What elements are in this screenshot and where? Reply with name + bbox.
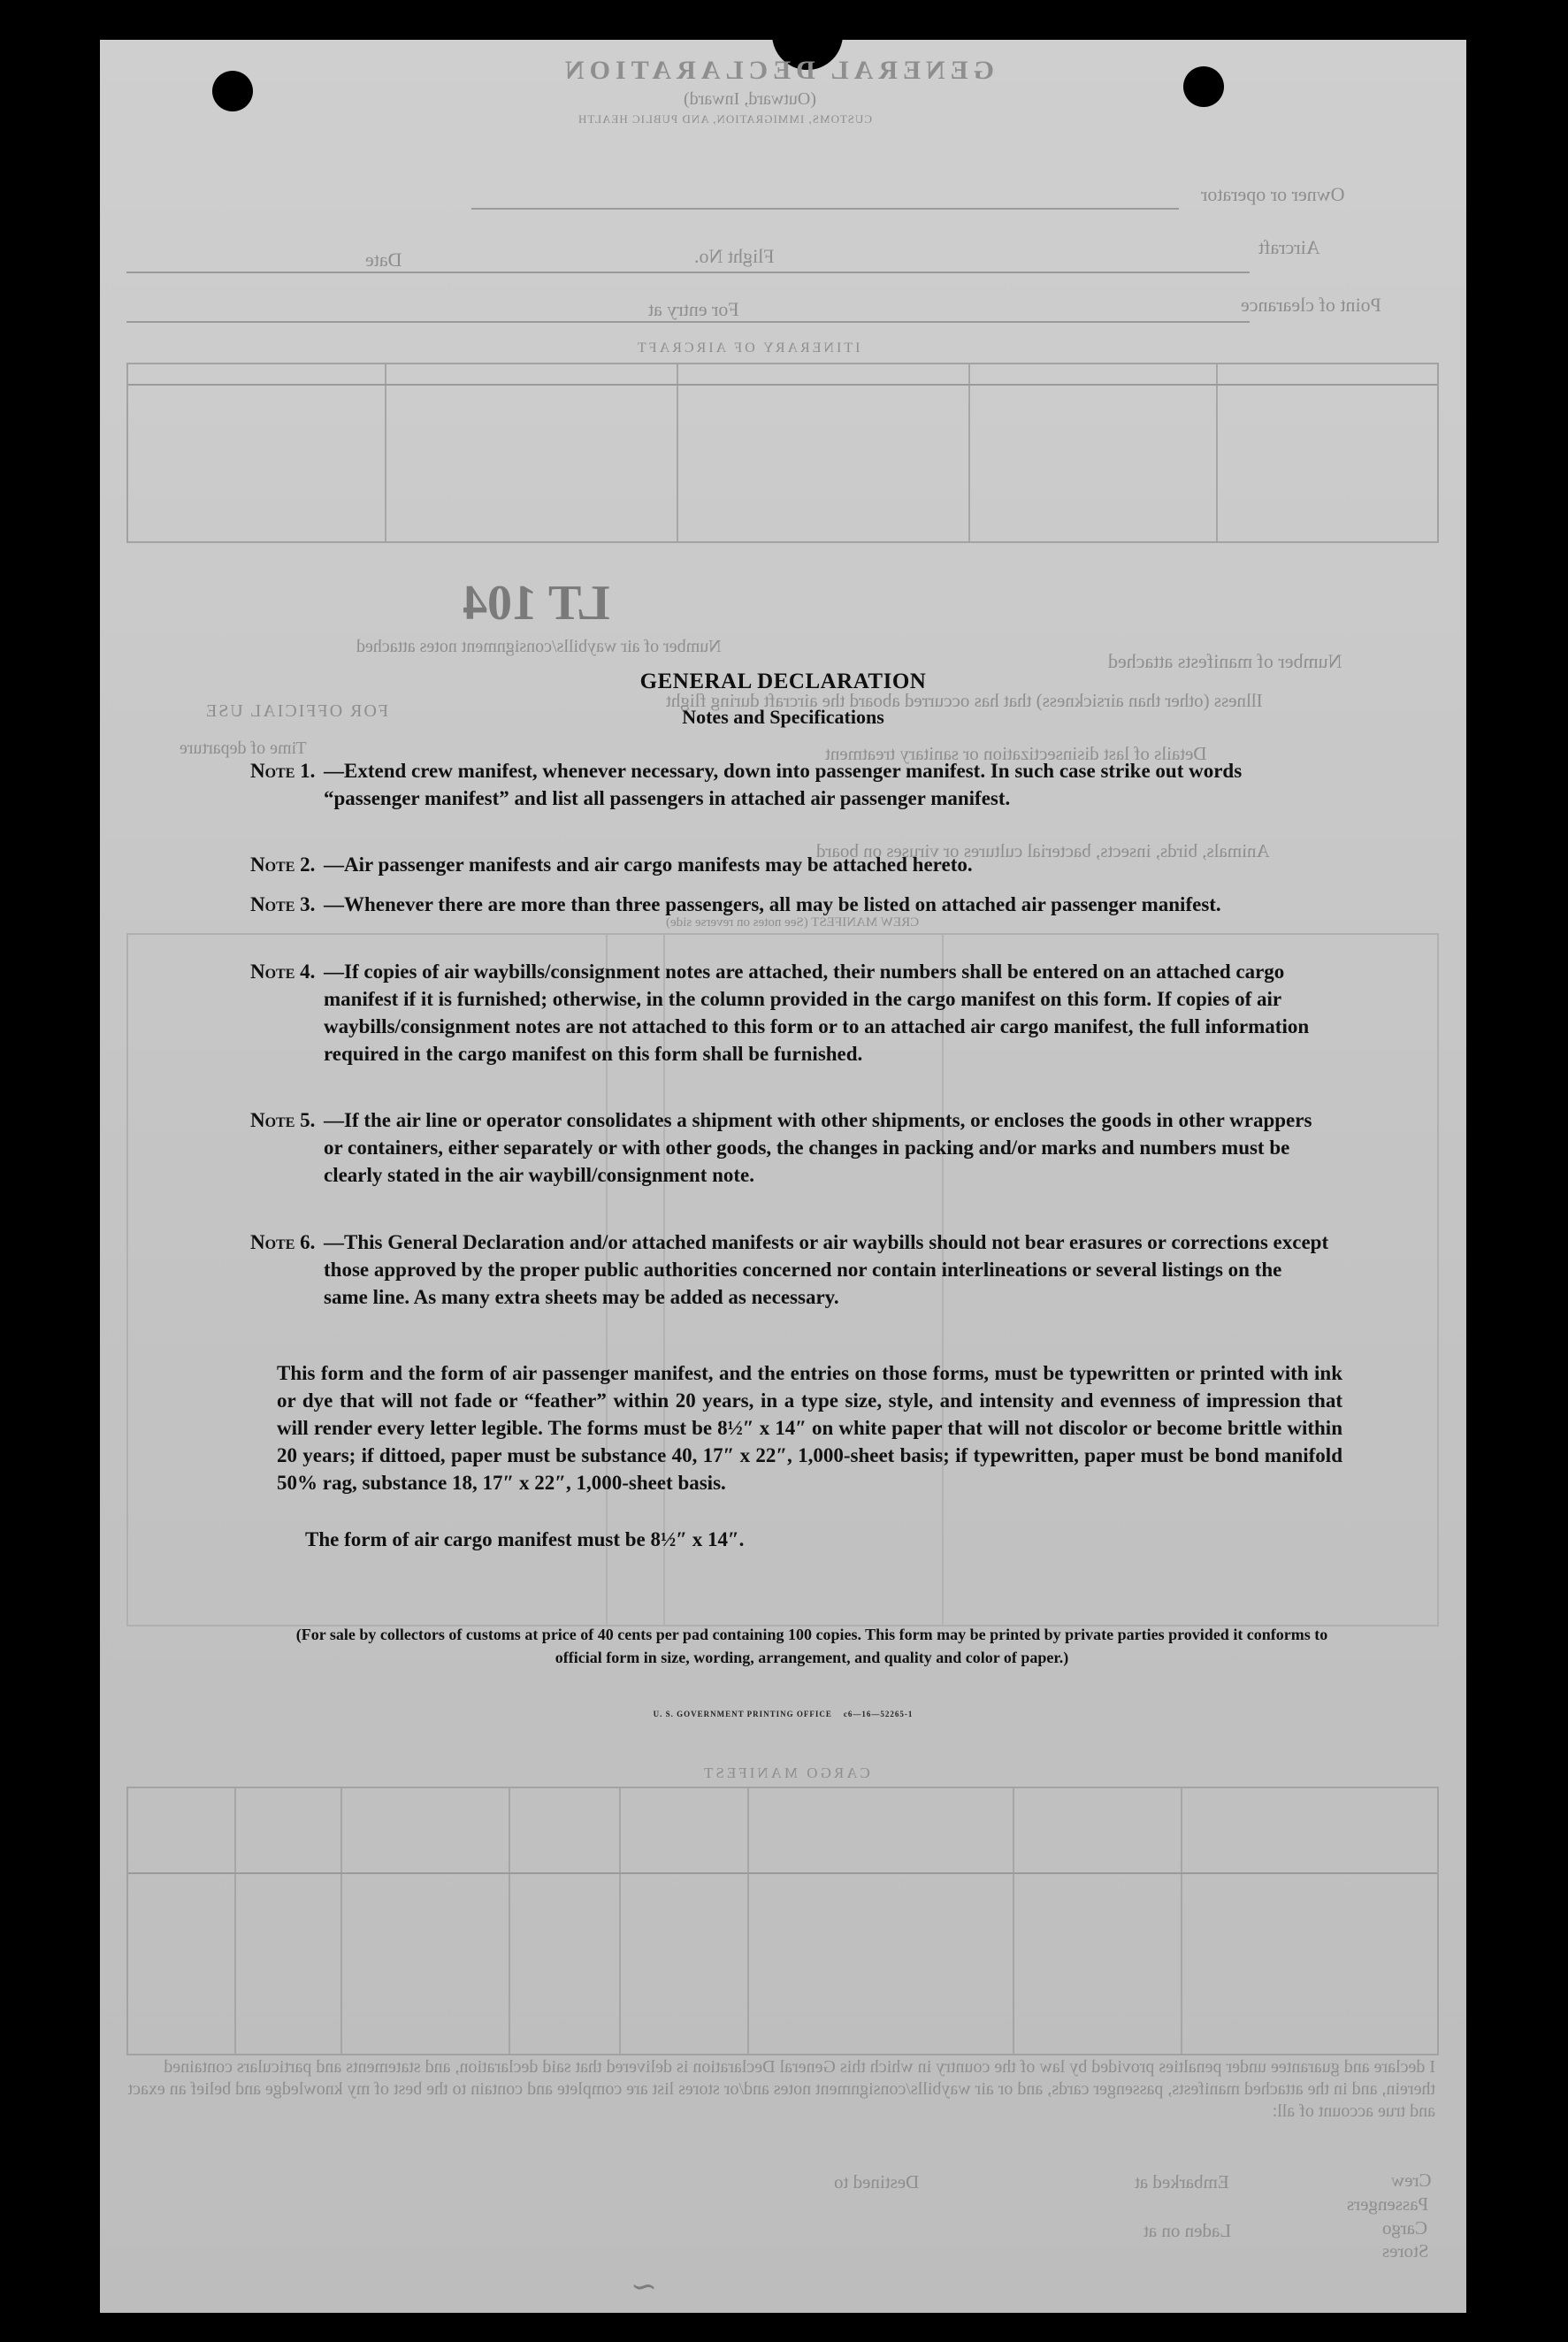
reverse-itinerary-label: ITINERARY OF AIRCRAFT xyxy=(635,341,860,356)
reverse-stamp-number: LT 104 xyxy=(463,576,610,631)
grid-col xyxy=(677,364,678,541)
document-page xyxy=(100,40,1466,2313)
grid-col xyxy=(1216,364,1218,541)
grid-col xyxy=(234,1788,236,2054)
reverse-header-sub2: CUSTOMS, IMMIGRATION, AND PUBLIC HEALTH xyxy=(577,112,872,126)
grid-col xyxy=(1181,1788,1182,2054)
reverse-itinerary-table xyxy=(126,363,1439,543)
note-text: —Extend crew manifest, whenever necessary, down into passenger manifest. In such case strike out words “passenger manifest” and list all passengers in attached air passenger manifest. xyxy=(324,760,1243,809)
grid-col xyxy=(509,1788,510,2054)
sale-notice: (For sale by collectors of customs at price of 40 cents per pad containing 100 copies. This form may be printed by private parties provided it conforms to official form in size, wording, arrangement, and quality and color of paper.) xyxy=(295,1626,1328,1666)
punch-hole-left xyxy=(212,71,253,111)
note-text: —If copies of air waybills/consignment notes are attached, their numbers shall be entered on an attached cargo manifest if it is furnished; otherwise, in the column provided in the cargo manifest on this form. If copies of air waybills/consignment notes are not attached to this form or to an attached air cargo manifest, the full information required in the cargo manifest on this form shall be furnished. xyxy=(324,961,1310,1065)
page-title: GENERAL DECLARATION xyxy=(639,670,927,693)
reverse-crew-label: Crew xyxy=(1391,2170,1432,2191)
note-1 xyxy=(250,757,1329,812)
reverse-header-title: GENERAL DECLARATION xyxy=(560,56,995,85)
cargo-manifest-size: The form of air cargo manifest must be 8½″ x 14″. xyxy=(305,1528,745,1550)
note-2 xyxy=(250,851,1329,878)
grid-col xyxy=(1013,1788,1014,2054)
reverse-line xyxy=(471,208,1179,210)
gpo-imprint: U. S. GOVERNMENT PRINTING OFFICE c6—16—52265-1 xyxy=(653,1710,914,1718)
reverse-departure-label: Time of departure xyxy=(180,739,307,758)
page-subtitle: Notes and Specifications xyxy=(682,706,884,728)
reverse-cargo-table xyxy=(126,1787,1439,2055)
reverse-cargo-manifest-label: CARGO MANIFEST xyxy=(701,1764,870,1781)
reverse-cargo-label: Cargo xyxy=(1382,2217,1427,2239)
grid-col xyxy=(340,1788,342,2054)
reverse-signature-scribble: ~ xyxy=(631,2269,658,2305)
note-3 xyxy=(250,891,1329,918)
reverse-passengers-label: Passengers xyxy=(1347,2193,1429,2215)
reverse-animals-label: Animals, birds, insects, bacterial cultures or viruses on board xyxy=(816,840,1270,861)
punch-hole-right xyxy=(1183,66,1224,107)
reverse-line xyxy=(126,272,1250,273)
reverse-manifests-label: Number of manifests attached xyxy=(1108,650,1342,672)
note-label: Note 3. xyxy=(250,893,316,915)
reverse-line xyxy=(126,321,1250,323)
note-text: —If the air line or operator consolidates a shipment with other shipments, or encloses the goods in other wrappers or containers, either separately or with other goods, the changes in packing and/or marks and numbers must be clearly stated in the air waybill/consignment note. xyxy=(324,1109,1312,1186)
grid-col xyxy=(747,1788,749,2054)
reverse-declaration-text: I declare and guarantee under penalties provided by law of the country in which this General Declaration is delivered that said declaration, and statements and particulars contained therein, and in the attached manifests, passenger cards, and or air waybills/consignment notes and/or stores list are complete and contain to the best of my knowledge and belief an exact and true account of all: xyxy=(127,2057,1435,2121)
grid-col xyxy=(619,1788,621,2054)
reverse-embarked-label: Embarked at xyxy=(1135,2171,1229,2193)
reverse-aircraft-label: Aircraft xyxy=(1258,236,1320,258)
note-5 xyxy=(250,1106,1329,1189)
note-text: —Air passenger manifests and air cargo manifests may be attached hereto. xyxy=(324,853,973,876)
grid-col xyxy=(968,364,970,541)
reverse-crew-manifest-label: CREW MANIFEST (See notes on reverse side) xyxy=(666,915,920,930)
reverse-line xyxy=(128,384,1437,386)
note-text: —This General Declaration and/or attached manifests or air waybills should not bear erasures or corrections except those approved by the proper public authorities concerned nor contain interlineations or several listings on the same line. As many extra sheets may be added as necessary. xyxy=(324,1231,1329,1308)
grid-col xyxy=(385,364,386,541)
reverse-owner-label: Owner or operator xyxy=(1201,183,1345,205)
note-label: Note 4. xyxy=(250,961,316,983)
reverse-clearance-label: Point of clearance xyxy=(1241,294,1381,316)
note-label: Note 1. xyxy=(250,760,316,782)
reverse-date-label: Date xyxy=(365,249,402,271)
note-text: —Whenever there are more than three passengers, all may be listed on attached air passenger manifest. xyxy=(324,893,1221,915)
form-requirements: This form and the form of air passenger manifest, and the entries on those forms, must be typewritten or printed with ink or dye that will not fade or “feather” within 20 years, in a type size, style, and intensity and evenness of impression that will render every letter legible. The forms must be 8½″ x 14″ on white paper that will not discolor or become brittle within 20 years; if dittoed, paper must be substance 40, 17″ x 22″, 1,000-sheet basis; if typewritten, paper must be bond manifold 50% rag, substance 18, 17″ x 22″, 1,000-sheet basis. xyxy=(277,1362,1342,1494)
reverse-illness-label: Illness (other than airsickness) that has occurred aboard the aircraft during flight xyxy=(666,690,1263,711)
reverse-flight-label: Flight No. xyxy=(694,245,775,267)
reverse-stores-label: Stores xyxy=(1382,2240,1429,2262)
note-label: Note 6. xyxy=(250,1231,316,1253)
note-label: Note 2. xyxy=(250,853,316,876)
note-4 xyxy=(250,958,1329,1068)
reverse-destined-label: Destined to xyxy=(834,2171,920,2193)
reverse-waybills-label: Number of air waybills/consignment notes attached xyxy=(356,637,722,656)
reverse-entry-label: For entry at xyxy=(648,298,739,320)
reverse-disinfection-label: Details of last disinsectization or sanitary treatment xyxy=(825,743,1207,764)
reverse-line xyxy=(128,1872,1437,1874)
note-label: Note 5. xyxy=(250,1109,316,1131)
reverse-header-sub: (Outward, Inward) xyxy=(684,89,816,109)
note-6 xyxy=(250,1228,1329,1311)
reverse-official-use: FOR OFFICIAL USE xyxy=(204,701,388,721)
reverse-laden-label: Laden on at xyxy=(1143,2220,1232,2241)
